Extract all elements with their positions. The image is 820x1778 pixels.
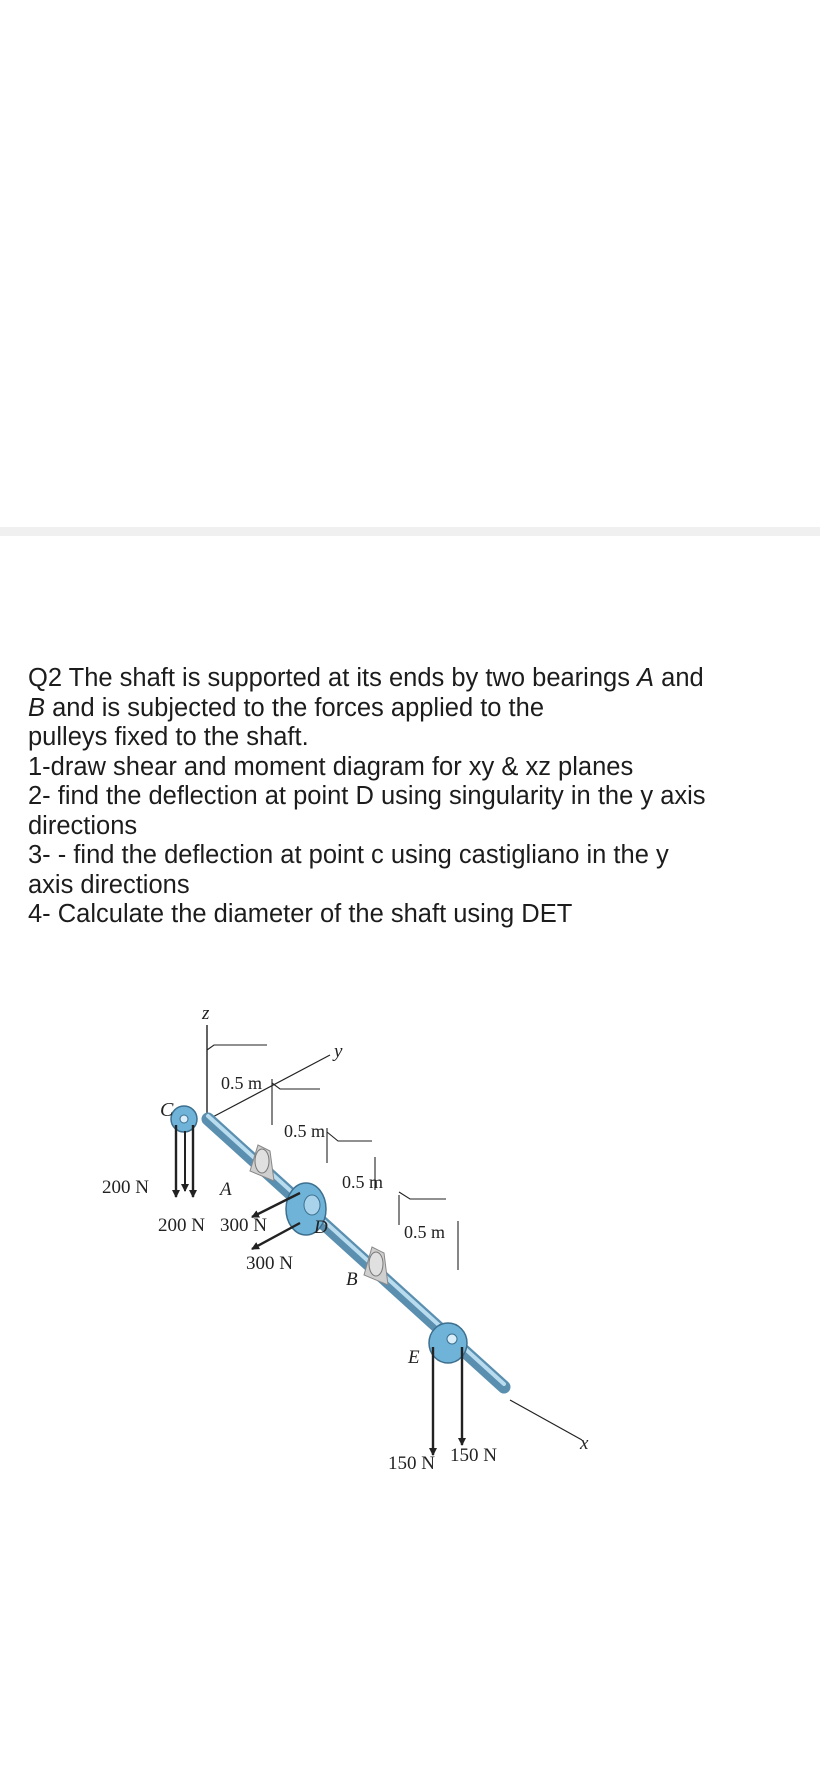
- point-b-label: B: [346, 1269, 358, 1290]
- force-e-label-2: 150 N: [450, 1445, 497, 1466]
- task-1: 1-draw shear and moment diagram for xy & xz planes: [28, 752, 634, 781]
- bearing-b-collar: [369, 1252, 383, 1276]
- task-2-line-1: 2- find the deflection at point D using singularity in the y axis: [28, 782, 706, 810]
- dimension-2: 0.5 m: [284, 1121, 326, 1141]
- question-line-2: B and is subjected to the forces applied to the: [28, 693, 545, 722]
- point-a-label: A: [220, 1179, 232, 1200]
- pulley-c-hub: [180, 1115, 188, 1123]
- section-divider: [0, 527, 820, 536]
- x-axis-label: x: [580, 1433, 589, 1454]
- dimension-3: 0.5 m: [342, 1172, 384, 1192]
- point-c-label: C: [160, 1099, 174, 1121]
- task-3-line-2: axis directions: [28, 870, 190, 899]
- dimension-1: 0.5 m: [221, 1073, 263, 1093]
- bearing-b-label: B: [28, 693, 46, 722]
- force-d-label-2: 300 N: [246, 1253, 293, 1274]
- point-d-label: D: [314, 1217, 328, 1238]
- bearing-a-collar: [255, 1149, 269, 1173]
- x-axis-line: [510, 1400, 582, 1440]
- shaft-figure: [102, 985, 630, 1595]
- force-c-right-label: 200 N: [158, 1215, 205, 1236]
- point-e-label: E: [408, 1347, 420, 1368]
- pulley-d-hub: [304, 1195, 320, 1215]
- bearing-a-label: A: [637, 664, 655, 692]
- force-e-label-1: 150 N: [388, 1453, 435, 1474]
- pulley-e-hub: [447, 1334, 457, 1344]
- question-text: [28, 664, 808, 930]
- dimension-4: 0.5 m: [404, 1222, 446, 1242]
- task-2-line-2: directions: [28, 811, 138, 840]
- force-c-left-label: 200 N: [102, 1177, 149, 1198]
- question-line-3: pulleys fixed to the shaft.: [28, 723, 309, 751]
- question-line-1: Q2 The shaft is supported at its ends by two bearings A and: [28, 664, 704, 692]
- z-axis-label: z: [202, 1003, 210, 1024]
- task-4: 4- Calculate the diameter of the shaft using DET: [28, 900, 573, 928]
- task-3-line-1: 3- - find the deflection at point c using castigliano in the y: [28, 841, 669, 869]
- force-d-label-1: 300 N: [220, 1215, 267, 1236]
- y-axis-label: y: [334, 1041, 343, 1062]
